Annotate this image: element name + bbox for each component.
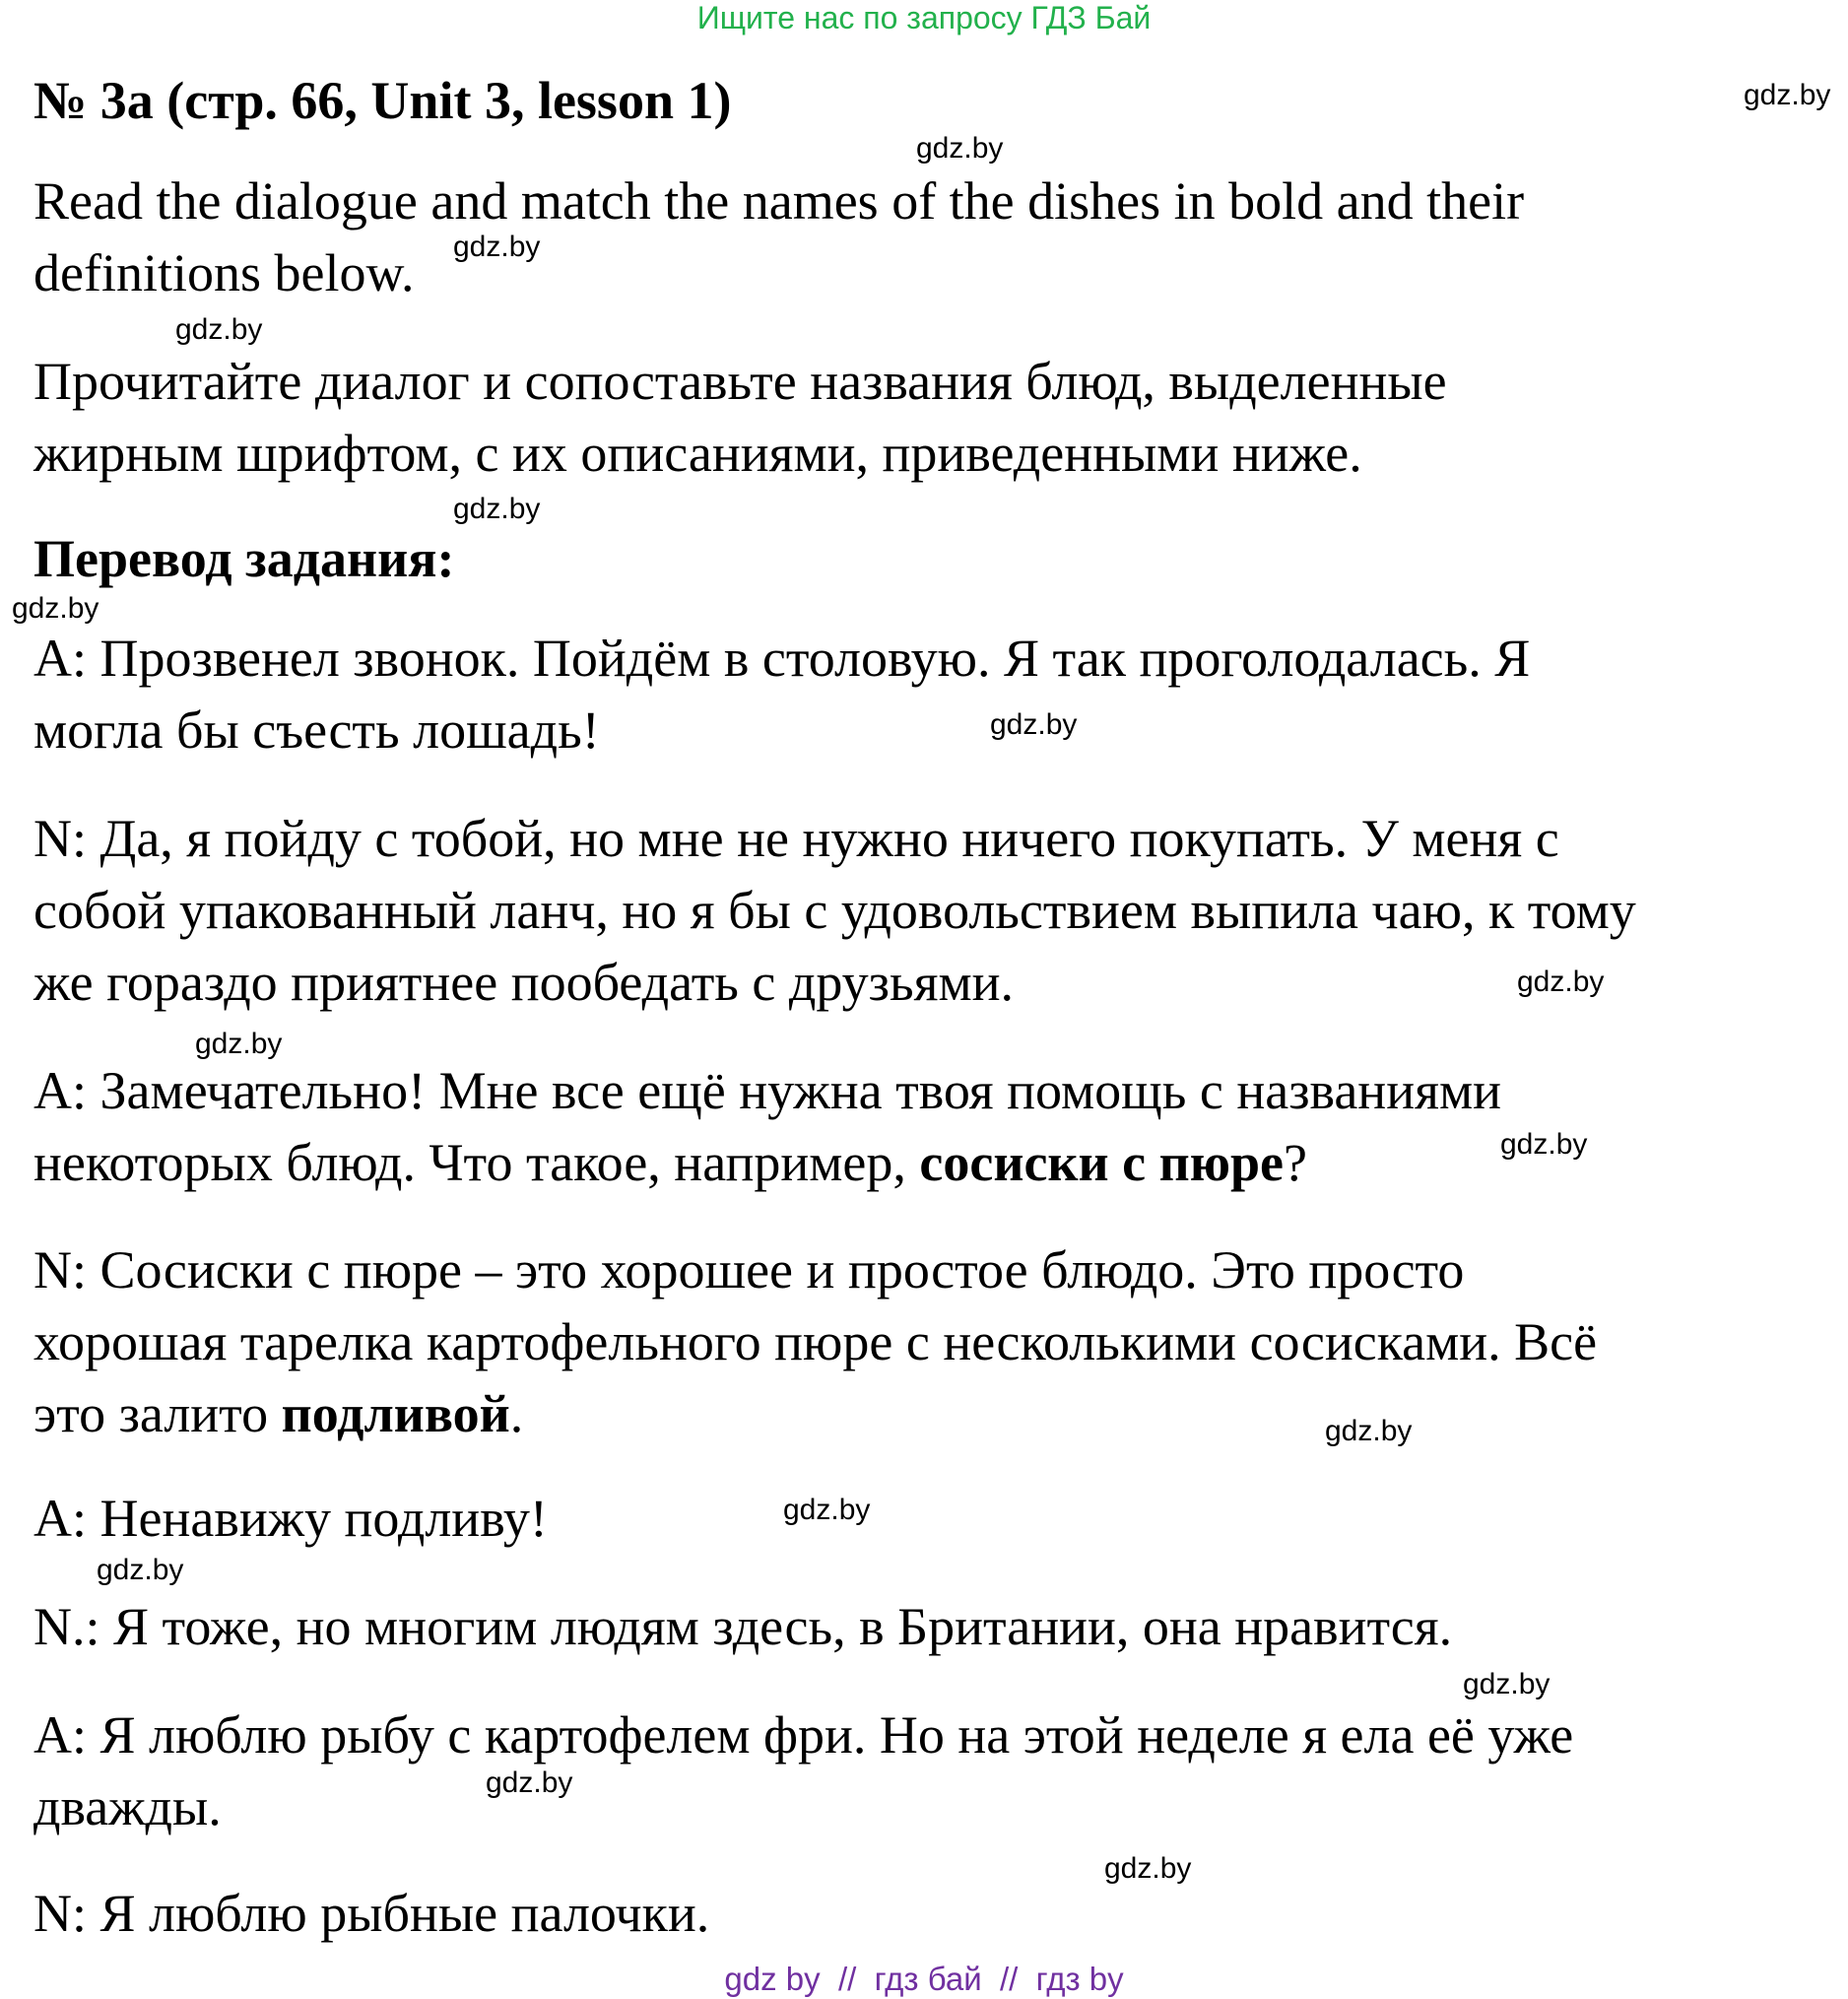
dialogue-line-6: N.: Я тоже, но многим людям здесь, в Британии, она нравится. [33, 1597, 1453, 1656]
watermark: gdz.by [195, 1028, 283, 1060]
watermark: gdz.by [1325, 1415, 1413, 1447]
watermark: gdz.by [1463, 1668, 1551, 1700]
dialogue-line-3-end: ? [1283, 1133, 1307, 1192]
dialogue-line-4-text: N: Сосиски с пюре – это хорошее и простое блюдо. Это просто хорошая тарелка картофельного пюре с несколькими сосисками. Всё это залито [33, 1240, 1598, 1443]
watermark: gdz.by [175, 313, 263, 346]
search-banner[interactable]: Ищите нас по запросу ГДЗ Бай [696, 0, 1152, 35]
watermark: gdz.by [486, 1766, 573, 1799]
task-english: Read the dialogue and match the names of the dishes in bold and their definitions below. [33, 171, 1525, 302]
watermark: gdz.by [1744, 79, 1831, 111]
watermark: gdz.by [1500, 1128, 1588, 1161]
dialogue-line-5: A: Ненавижу подливу! [33, 1489, 548, 1548]
watermark: gdz.by [453, 493, 541, 525]
dialogue-line-3 [33, 1055, 1501, 1199]
watermark: gdz.by [783, 1494, 871, 1526]
dialogue-line-8: N: Я люблю рыбные палочки. [33, 1884, 710, 1943]
exercise-title: № 3a (стр. 66, Unit 3, lesson 1) [33, 71, 732, 130]
dialogue-line-4-end: . [509, 1384, 524, 1443]
dish-gravy: подливой [281, 1384, 510, 1443]
dialogue-line-3-text: A: Замечательно! Мне все ещё нужна твоя помощь с названиями некоторых блюд. Что такое, например, [33, 1061, 1502, 1192]
watermark: gdz.by [916, 132, 1004, 165]
watermark: gdz.by [1517, 966, 1605, 998]
dialogue-line-1: A: Прозвенел звонок. Пойдём в столовую. Я так проголодалась. Я могла бы съесть лошадь! [33, 629, 1531, 760]
dish-sausages-mash: сосиски с пюре [919, 1133, 1284, 1192]
watermark: gdz.by [97, 1554, 184, 1586]
watermark: gdz.by [1104, 1852, 1192, 1885]
watermark: gdz.by [453, 231, 541, 263]
watermark: gdz.by [990, 708, 1078, 741]
watermark: gdz.by [12, 592, 99, 625]
translation-heading: Перевод задания: [33, 529, 455, 588]
dialogue-line-2: N: Да, я пойду с тобой, но мне не нужно ничего покупать. У меня с собой упакованный ланч, но я бы с удовольствием выпила чаю, к тому же гораздо приятнее пообедать с друзьями. [33, 809, 1636, 1012]
footer-links[interactable]: gdz by // гдз бай // гдз by [724, 1961, 1124, 1997]
task-russian: Прочитайте диалог и сопоставьте названия блюд, выделенные жирным шрифтом, с их описаниями, приведенными ниже. [33, 352, 1447, 483]
dialogue-line-7: A: Я люблю рыбу с картофелем фри. Но на этой неделе я ела её уже дважды. [33, 1705, 1574, 1836]
